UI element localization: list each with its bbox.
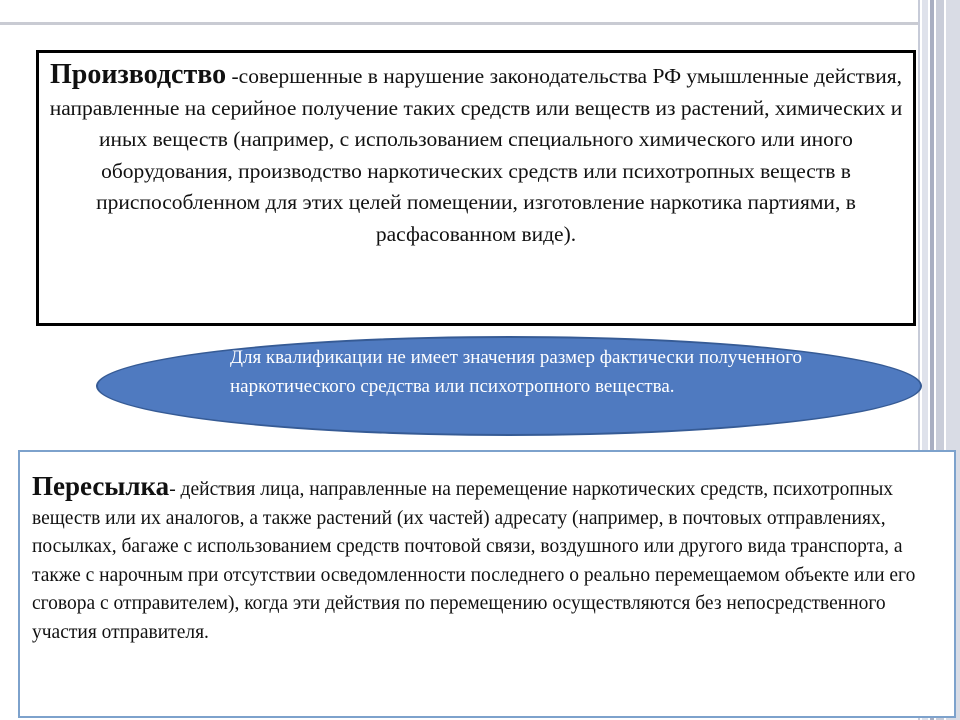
- production-definition-box: [36, 50, 916, 326]
- production-term: Производство: [50, 59, 227, 90]
- forwarding-term: Пересылка: [32, 471, 170, 501]
- forwarding-definition: - действия лица, направленные на перемещение наркотических средств, психотропных веществ или их аналогов, а также растений (их частей) адресату (например, в почтовых отправлениях, посылках, багаже с использованием средств почтовой связи, воздушного или другого вида транспорта, а также с нарочным при отсутствии осведомленности последнего о реально перемещаемом объекте или его сговора с отправителем), когда эти действия по перемещению осуществляются без непосредственного участия отправителя.: [32, 479, 916, 643]
- top-divider-line: [0, 22, 918, 25]
- forwarding-definition-box: [18, 450, 956, 718]
- note-text: Для квалификации не имеет значения размер фактически полученного наркотического средства или психотропного вещества.: [230, 347, 803, 397]
- production-definition: -совершенные в нарушение законодательства РФ умышленные действия, направленные на серийное получение таких средств или веществ из растений, химических и иных веществ (например, с использованием специального химического или иного оборудования, производство наркотических средств или психотропных веществ в приспособленном для этих целей помещении, изготовление наркотика партиями, в расфасованном виде).: [49, 64, 903, 246]
